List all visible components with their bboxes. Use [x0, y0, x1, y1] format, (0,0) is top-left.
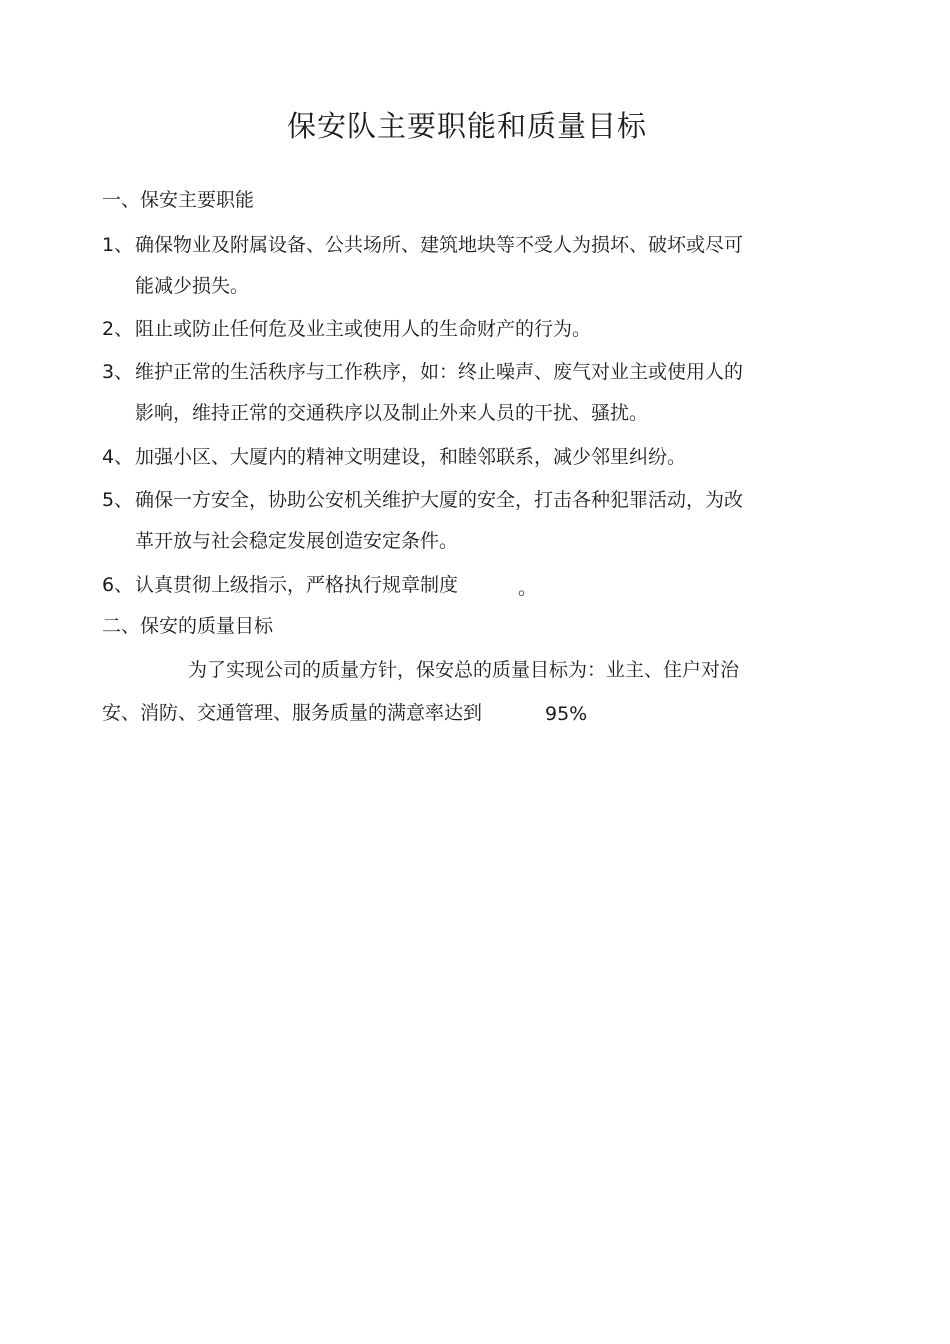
quality-paragraph-line1: 为了实现公司的质量方针，保安总的质量目标为：业主、住户对治: [188, 659, 740, 681]
item-number-3: 3、: [102, 361, 134, 383]
item-text-1-line1: 确保物业及附属设备、公共场所、建筑地块等不受人为损坏、破坏或尽可: [135, 234, 744, 256]
item-text-3-line1: 维护正常的生活秩序与工作秩序，如：终止噪声、废气对业主或使用人的: [135, 361, 744, 383]
item-number-6: 6、: [102, 574, 134, 596]
section-heading-quality-target: 二、保安的质量目标: [102, 615, 274, 637]
item-text-6-line1: 认真贯彻上级指示，严格执行规章制度: [135, 574, 459, 596]
item-text-5-line2: 革开放与社会稳定发展创造安定条件。: [135, 530, 459, 552]
satisfaction-rate-value: 95%: [545, 703, 588, 725]
document-title: 保安队主要职能和质量目标: [286, 109, 647, 143]
item-number-4: 4、: [102, 446, 134, 468]
item-number-2: 2、: [102, 318, 134, 340]
item-text-1-line2: 能减少损失。: [135, 275, 250, 297]
item-text-3-line2: 影响，维持正常的交通秩序以及制止外来人员的干扰、骚扰。: [135, 402, 649, 424]
item-number-1: 1、: [102, 234, 134, 256]
item-text-6-trailing-period: 。: [518, 577, 538, 599]
quality-paragraph-line2: 安、消防、交通管理、服务质量的满意率达到: [102, 702, 483, 724]
item-text-5-line1: 确保一方安全，协助公安机关维护大厦的安全，打击各种犯罪活动，为改: [135, 489, 744, 511]
section-heading-functions: 一、保安主要职能: [102, 189, 255, 211]
item-text-4-line1: 加强小区、大厦内的精神文明建设，和睦邻联系，减少邻里纠纷。: [135, 446, 687, 468]
item-text-2-line1: 阻止或防止任何危及业主或使用人的生命财产的行为。: [135, 318, 592, 340]
item-number-5: 5、: [102, 489, 134, 511]
